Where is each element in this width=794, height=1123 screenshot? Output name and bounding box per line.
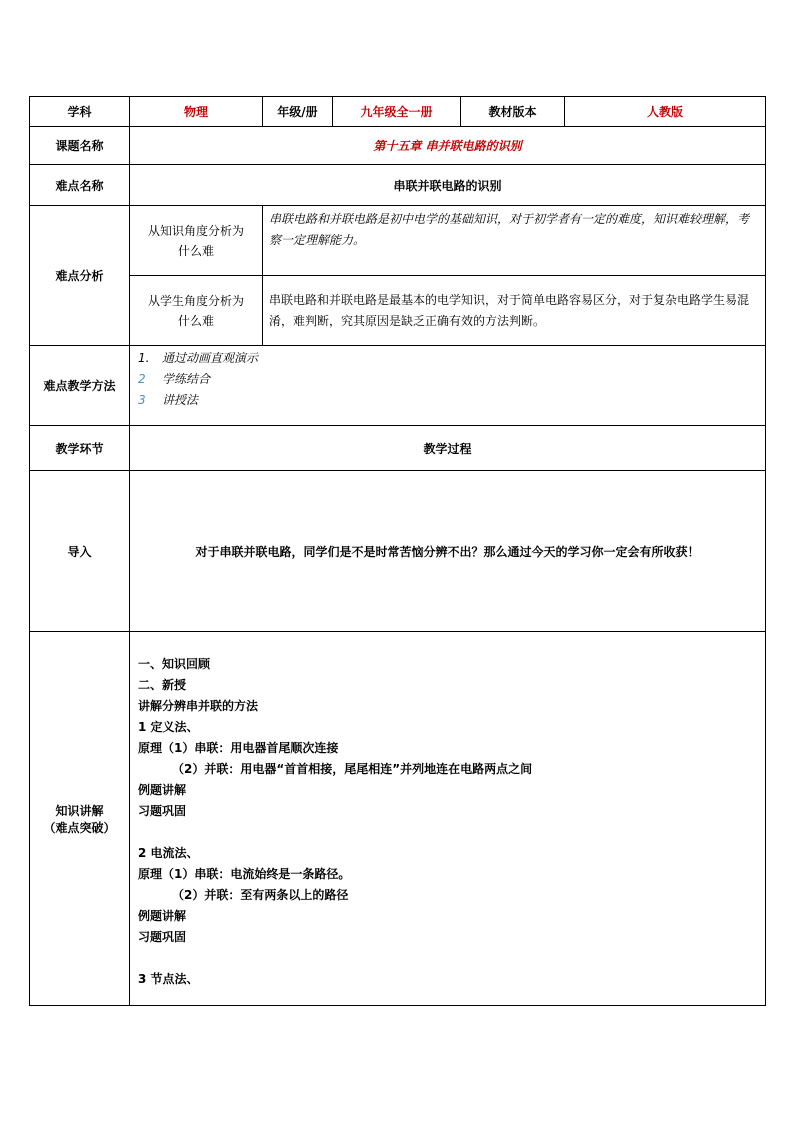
content-line: （2）并联：至有两条以上的路径: [172, 888, 349, 902]
methods-row: [30, 346, 766, 426]
content-line: 习题巩固: [138, 930, 187, 944]
method-text: 讲授法: [162, 393, 199, 407]
edition-label: 教材版本: [461, 97, 565, 127]
intro-row: [30, 471, 766, 632]
student-angle-text: 串联电路和并联电路是最基本的电学知识，对于简单电路容易区分，对于复杂电路学生易混淆，难判断，究其原因是缺乏正确有效的方法判断。: [263, 276, 766, 346]
knowledge-angle-label: 从知识角度分析为什么难: [130, 206, 263, 276]
method-number: 3: [138, 393, 146, 407]
spacer: [138, 822, 757, 843]
grade-label: 年级/册: [263, 97, 333, 127]
method-item: [138, 348, 757, 369]
student-angle-label: 从学生角度分析为什么难: [130, 276, 263, 346]
content-line: 例题讲解: [138, 783, 187, 797]
spacer: [138, 948, 757, 969]
lesson-title: 第十五章 串并联电路的识别: [130, 127, 766, 165]
intro-text: 对于串联并联电路，同学们是不是时常苦恼分辨不出？那么通过今天的学习你一定会有所收获！: [130, 471, 766, 632]
knowledge-row: [30, 632, 766, 1006]
content-line: 讲解分辨串并联的方法: [138, 699, 259, 713]
content-line: 原理（1）串联：用电器首尾顺次连接: [138, 741, 339, 755]
content-line: 例题讲解: [138, 909, 187, 923]
method-number: 1.: [138, 351, 150, 365]
analysis-row-knowledge: [30, 206, 766, 276]
lesson-row: [30, 127, 766, 165]
method-number: 2: [138, 372, 146, 386]
method-text: 学练结合: [162, 372, 211, 386]
stage-header: 教学环节: [30, 426, 130, 471]
subject-value: 物理: [130, 97, 263, 127]
method-item: [138, 369, 757, 390]
content-line: 原理（1）串联：电流始终是一条路径。: [138, 867, 351, 881]
content-line: 一、知识回顾: [138, 657, 211, 671]
analysis-label: 难点分析: [30, 206, 130, 346]
content-line: 2 电流法、: [138, 846, 199, 860]
methods-label: 难点教学方法: [30, 346, 130, 426]
knowledge-content: [130, 632, 766, 1006]
header-row: [30, 97, 766, 127]
edition-value: 人教版: [565, 97, 766, 127]
process-header: 教学过程: [130, 426, 766, 471]
method-text: 通过动画直观演示: [162, 351, 259, 365]
knowledge-label-line2: （难点突破）: [43, 820, 116, 835]
content-line: 3 节点法、: [138, 972, 199, 986]
lesson-plan-table: [29, 96, 766, 1006]
knowledge-label: [30, 632, 130, 1006]
content-line: 习题巩固: [138, 804, 187, 818]
content-line: 1 定义法、: [138, 720, 199, 734]
methods-list: [130, 346, 766, 426]
intro-label: 导入: [30, 471, 130, 632]
grade-value: 九年级全一册: [333, 97, 461, 127]
analysis-row-student: [30, 276, 766, 346]
difficulty-value: 串联并联电路的识别: [130, 165, 766, 206]
content-line: （2）并联：用电器“首首相接，尾尾相连”并列地连在电路两点之间: [172, 762, 533, 776]
lesson-label: 课题名称: [30, 127, 130, 165]
difficulty-row: [30, 165, 766, 206]
difficulty-label: 难点名称: [30, 165, 130, 206]
process-header-row: [30, 426, 766, 471]
content-line: 二、新授: [138, 678, 187, 692]
method-item: [138, 390, 757, 411]
subject-label: 学科: [30, 97, 130, 127]
knowledge-angle-text: 串联电路和并联电路是初中电学的基础知识，对于初学者有一定的难度，知识难较理解，考察一定理解能力。: [263, 206, 766, 276]
knowledge-label-line1: 知识讲解: [55, 803, 104, 818]
